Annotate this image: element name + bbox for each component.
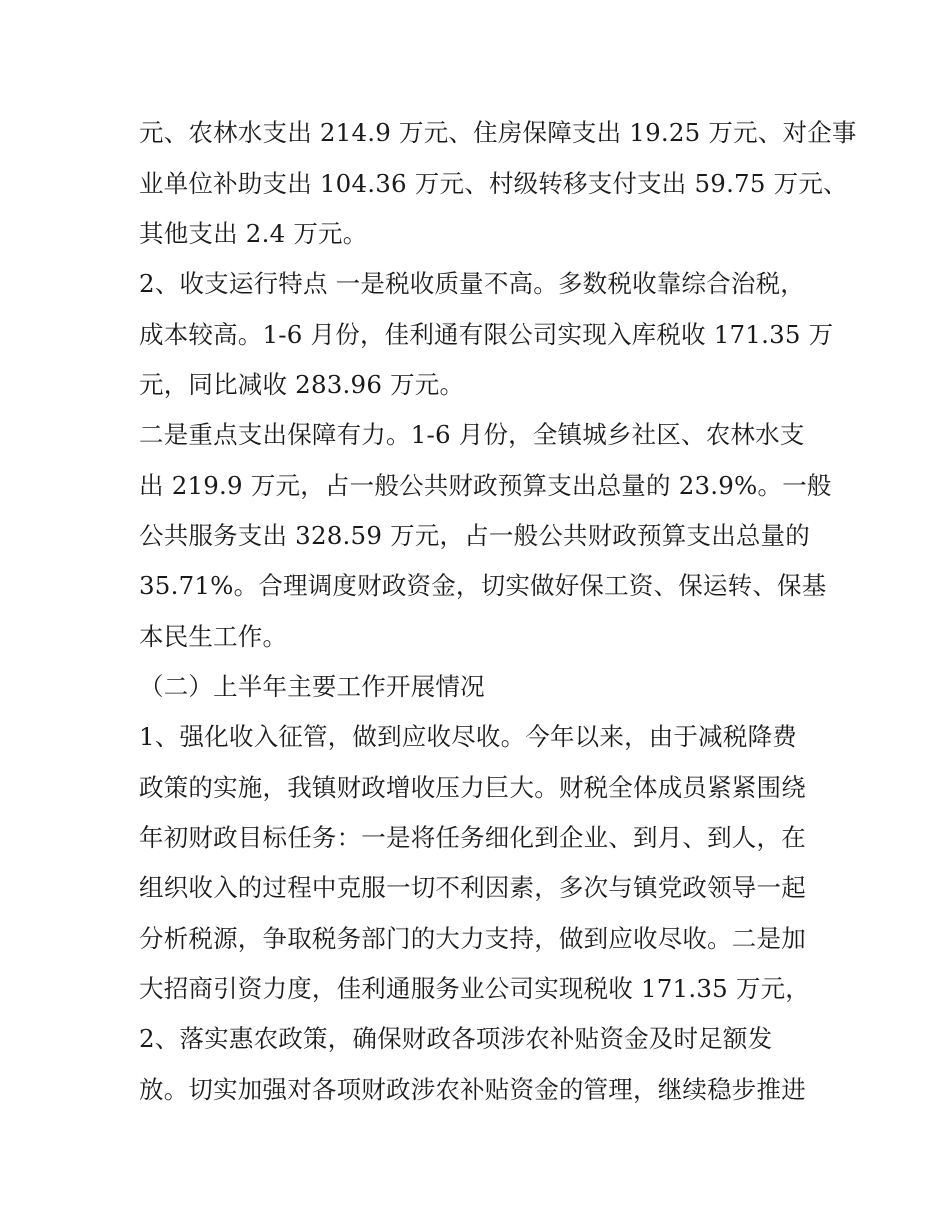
section-heading: （二）上半年主要工作开展情况 [139, 672, 485, 701]
text-line: 大招商引资力度，佳利通服务业公司实现税收 171.35 万元， [139, 974, 810, 1003]
text-line: 业单位补助支出 104.36 万元、村级转移支付支出 59.75 万元、 [139, 169, 848, 198]
text-line: 1、强化收入征管，做到应收尽收。今年以来，由于减税降费 [139, 722, 797, 751]
text-line: 元，同比减收 283.96 万元。 [139, 370, 465, 399]
text-line: 放。切实加强对各项财政涉农补贴资金的管理，继续稳步推进 [139, 1075, 806, 1104]
text-line: 其他支出 2.4 万元。 [139, 219, 368, 248]
text-line: 本民生工作。 [139, 622, 288, 651]
text-line: 出 219.9 万元，占一般公共财政预算支出总量的 23.9%。一般 [139, 471, 832, 500]
text-line: 元、农林水支出 214.9 万元、住房保障支出 19.25 万元、对企事 [139, 118, 857, 147]
text-line: 成本较高。1-6 月份，佳利通有限公司实现入库税收 171.35 万 [139, 320, 834, 349]
text-line: 二是重点支出保障有力。1-6 月份，全镇城乡社区、农林水支 [139, 420, 805, 449]
text-line: 政策的实施，我镇财政增收压力巨大。财税全体成员紧紧围绕 [139, 773, 806, 802]
text-line: 年初财政目标任务：一是将任务细化到企业、到月、到人，在 [139, 823, 806, 852]
text-line: 公共服务支出 328.59 万元，占一般公共财政预算支出总量的 [139, 521, 810, 550]
text-line: 35.71%。合理调度财政资金，切实做好保工资、保运转、保基 [139, 571, 827, 600]
text-line: 组织收入的过程中克服一切不利因素，多次与镇党政领导一起 [139, 873, 806, 902]
text-line: 2、落实惠农政策，确保财政各项涉农补贴资金及时足额发 [139, 1024, 773, 1053]
text-line: 分析税源，争取税务部门的大力支持，做到应收尽收。二是加 [139, 924, 806, 953]
text-line: 2、收支运行特点 一是税收质量不高。多数税收靠综合治税， [139, 269, 805, 298]
